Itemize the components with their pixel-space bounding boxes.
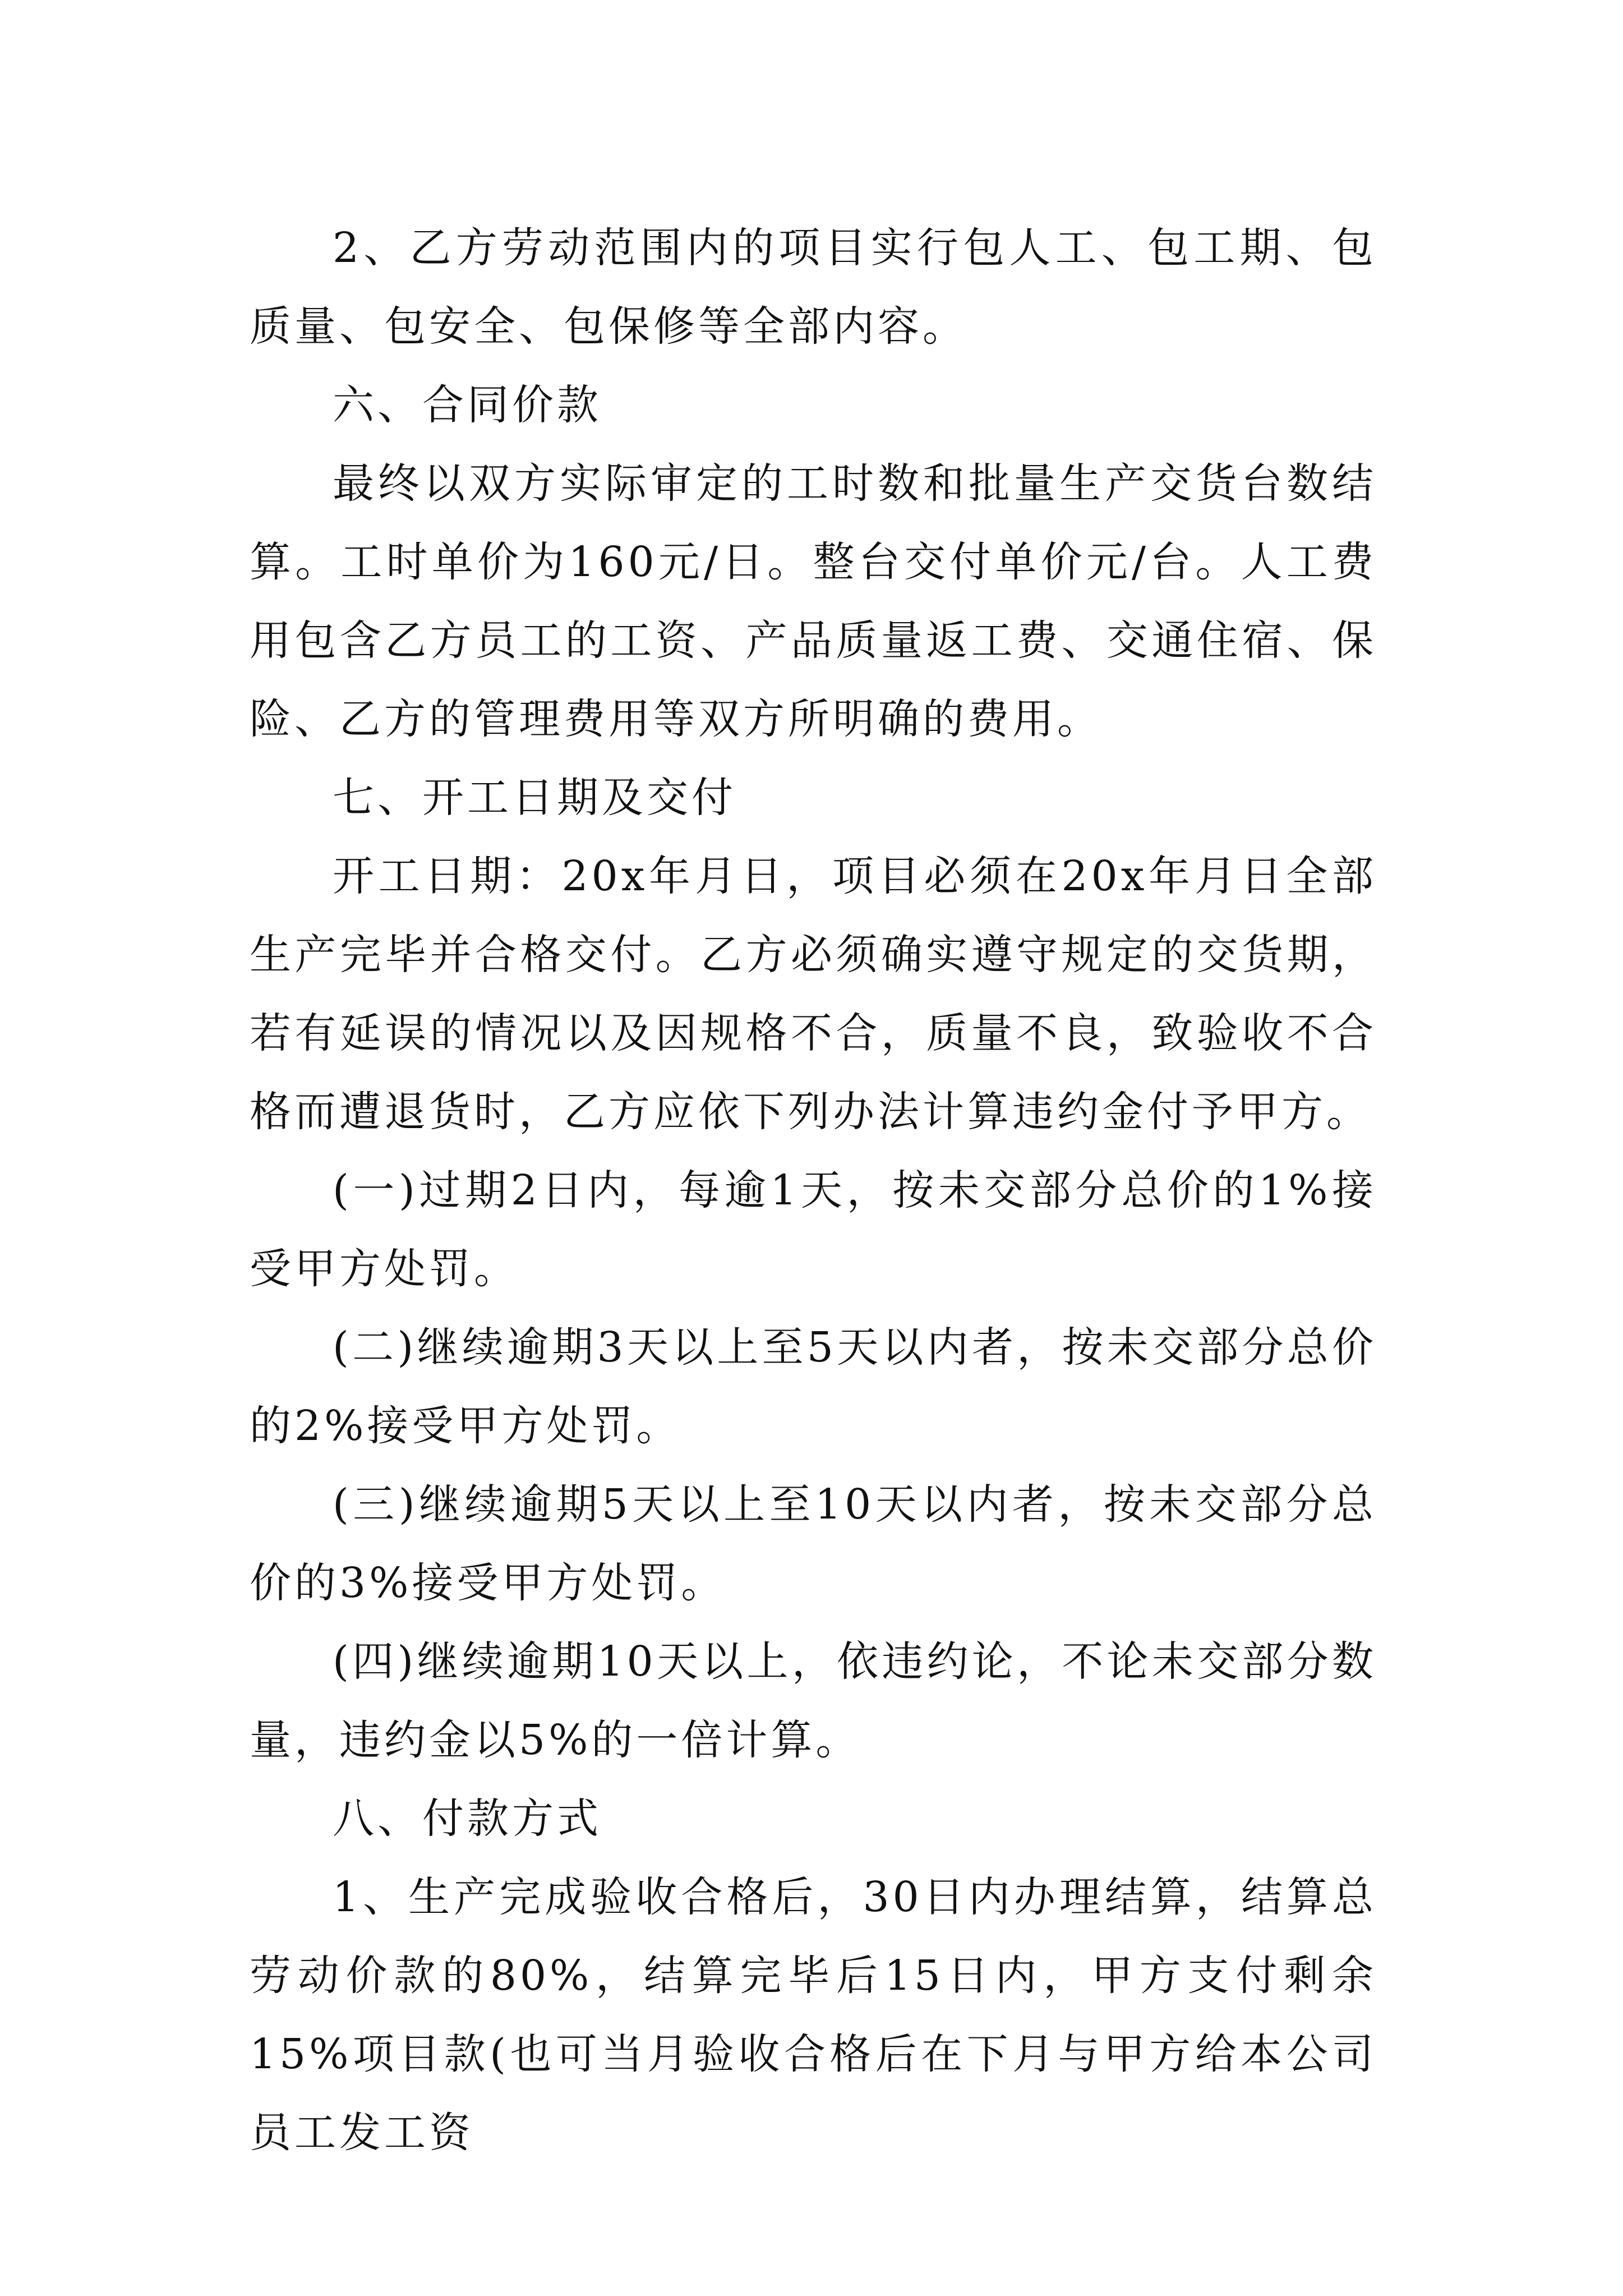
penalty-item-4: (四)继续逾期10天以上，依违约论，不论未交部分数量，违约金以5%的一倍计算。 [250, 1637, 1377, 1764]
paragraph-contract-price: 最终以双方实际审定的工时数和批量生产交货台数结算。工时单价为160元/日。整台交付单价元/台。人工费用包含乙方员工的工资、产品质量返工费、交通住宿、保险、乙方的管理费用等双方所明确的费用。 [250, 459, 1377, 743]
paragraph-payment-1: 1、生产完成验收合格后，30日内办理结算，结算总劳动价款的80%，结算完毕后15日内，甲方支付剩余15%项目款(也可当月验收合格后在下月与甲方给本公司员工发工资 [250, 1873, 1377, 2157]
penalty-item-1: (一)过期2日内，每逾1天，按未交部分总价的1%接受甲方处罚。 [250, 1166, 1377, 1293]
section-heading-payment-method: 八、付款方式 [333, 1795, 602, 1843]
paragraph-start-date: 开工日期：20x年月日，项目必须在20x年月日全部生产完毕并合格交付。乙方必须确实遵守规定的交货期，若有延误的情况以及因规格不合，质量不良，致验收不合格而遭退货时，乙方应依下列办法计算违约金付予甲方。 [250, 852, 1377, 1136]
penalty-item-3: (三)继续逾期5天以上至10天以内者，按未交部分总价的3%接受甲方处罚。 [250, 1480, 1377, 1607]
penalty-item-2: (二)继续逾期3天以上至5天以内者，按未交部分总价的2%接受甲方处罚。 [250, 1323, 1377, 1450]
section-heading-contract-price: 六、合同价款 [333, 381, 602, 429]
section-heading-start-date-delivery: 七、开工日期及交付 [333, 774, 736, 822]
clause-2-scope: 2、乙方劳动范围内的项目实行包人工、包工期、包质量、包安全、包保修等全部内容。 [250, 224, 1377, 351]
